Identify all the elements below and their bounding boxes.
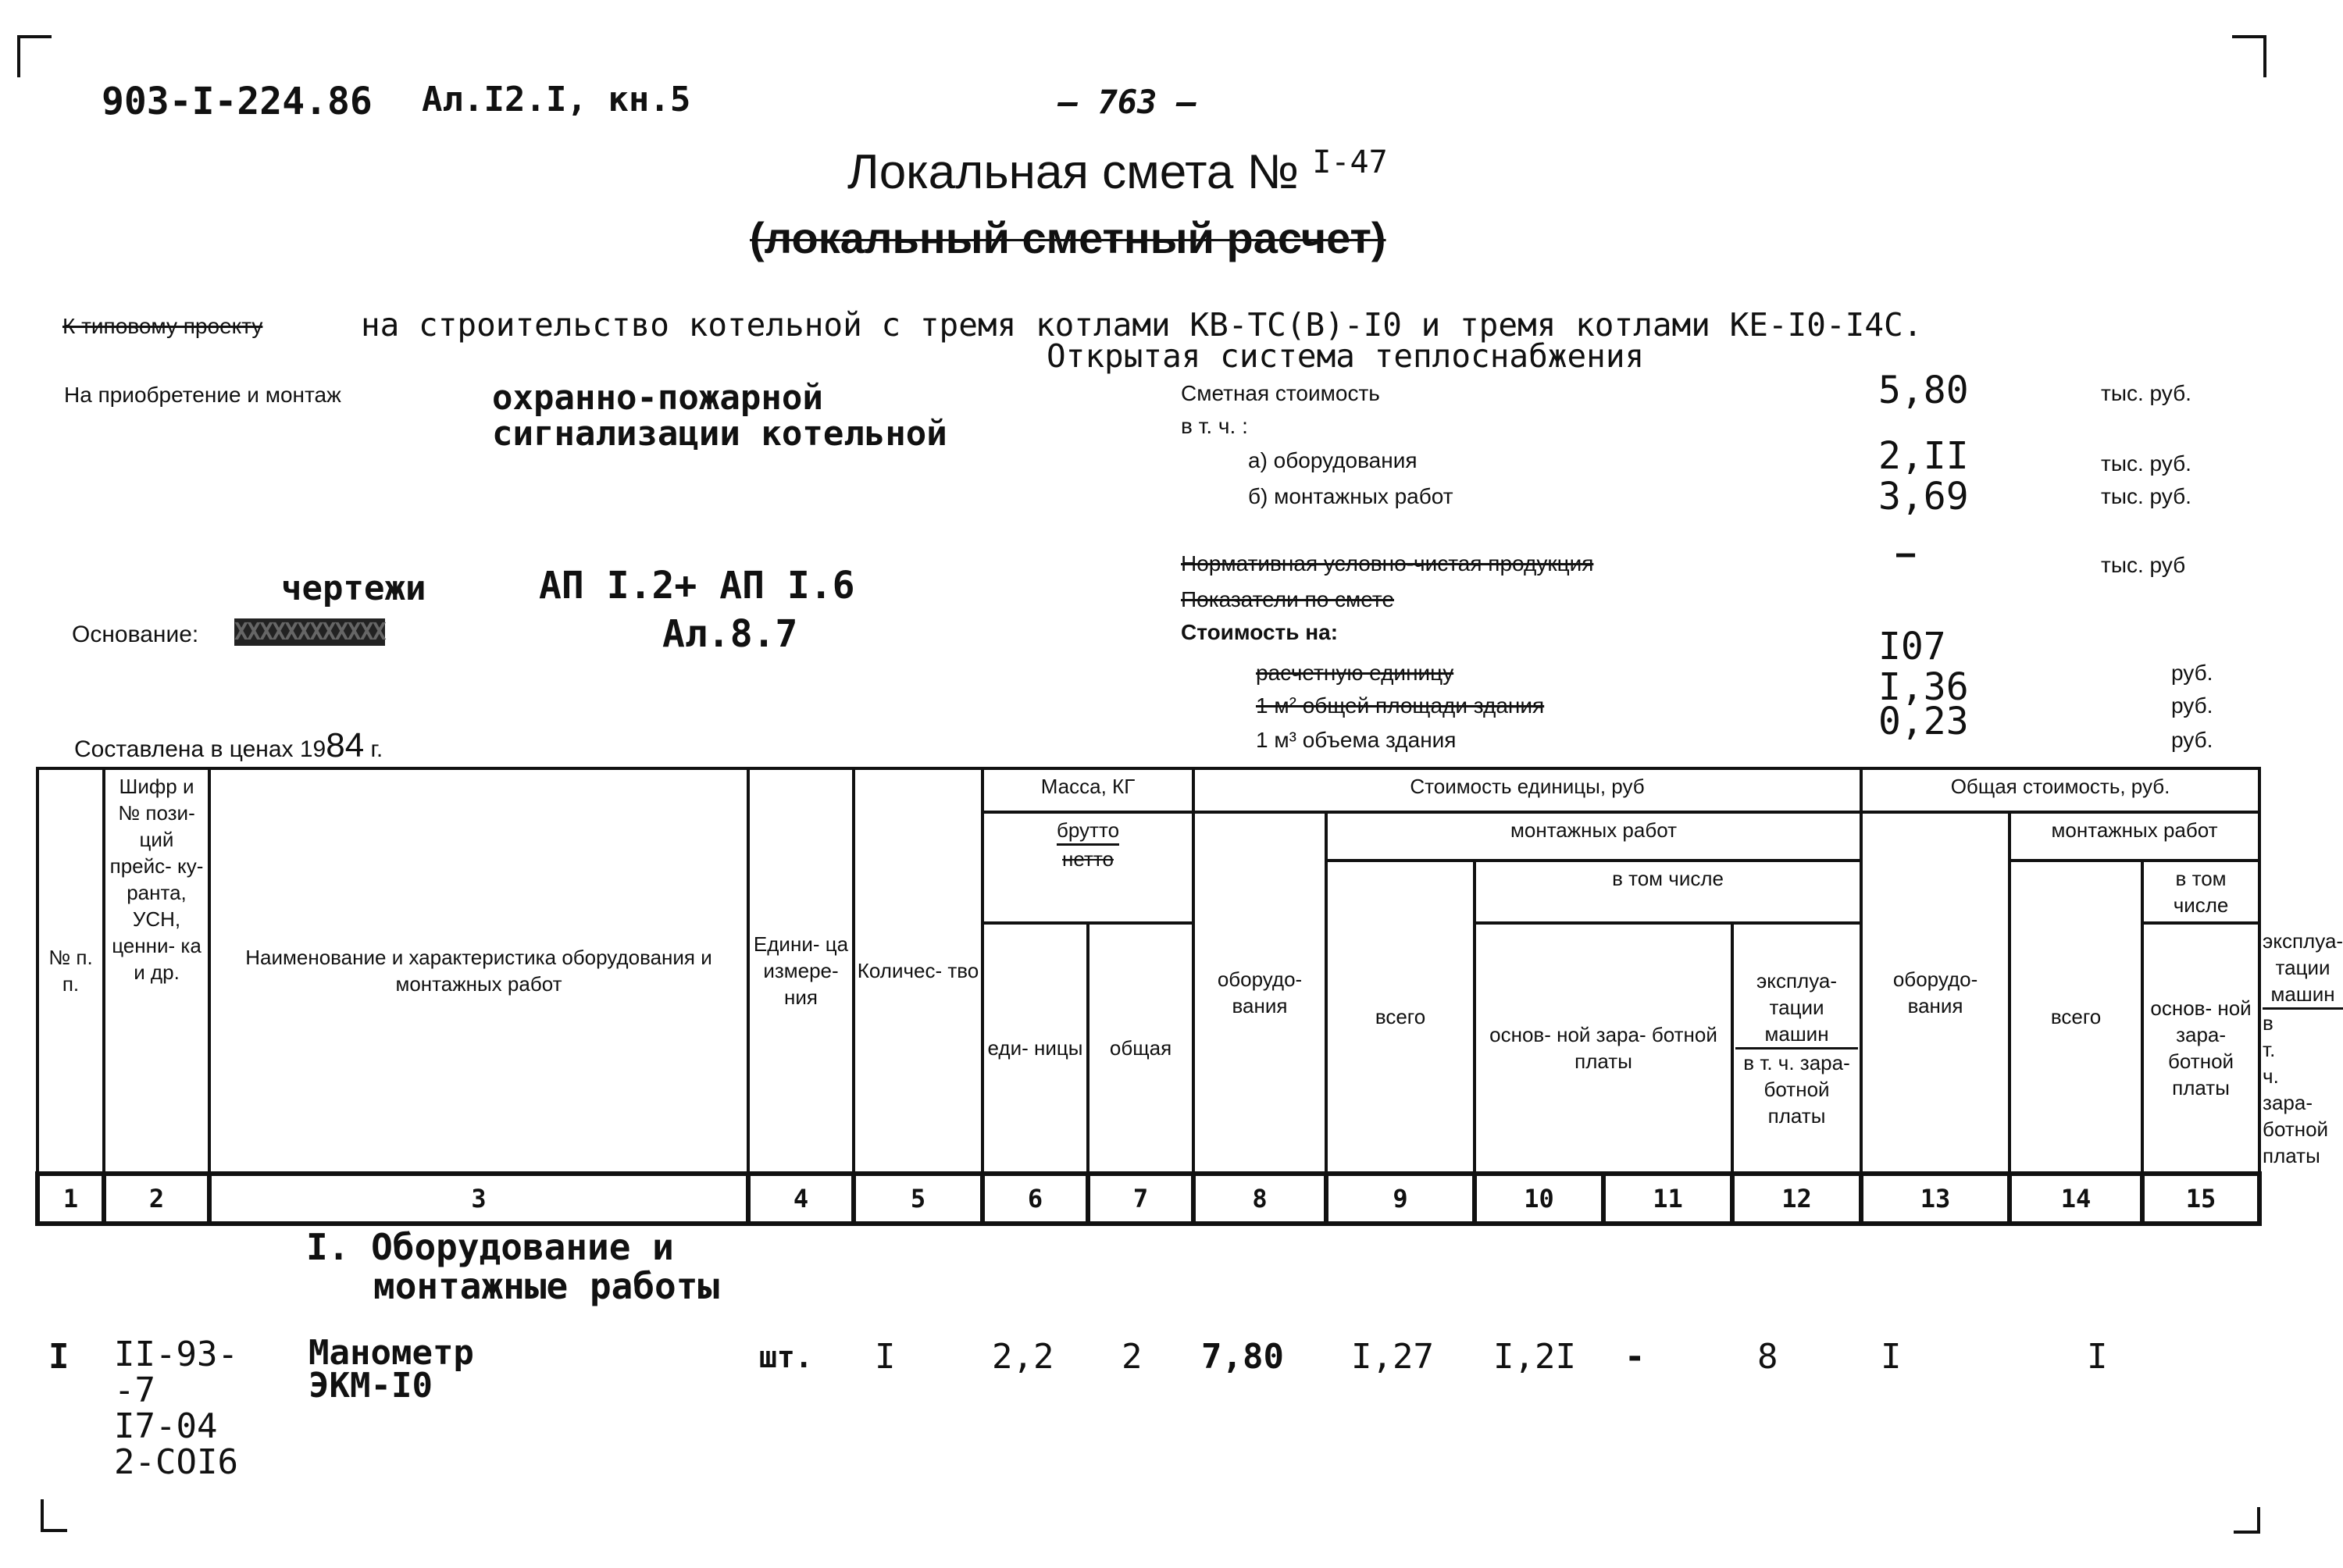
prices-suffix: г. <box>370 736 383 762</box>
col-num: 15 <box>2142 1174 2259 1224</box>
indicators-label: Показатели по смете <box>1181 587 1395 611</box>
header-net: нетто <box>1062 847 1114 871</box>
header-per-unit <box>982 923 1088 1174</box>
header-machine-wage: в т. ч. зара- ботной платы <box>1743 1050 1850 1128</box>
header-no-text: № п. п. <box>48 946 93 996</box>
basis-label: Основание: <box>72 622 199 647</box>
purpose-label: На приобретение и монтаж <box>64 383 341 407</box>
col-num: 2 <box>104 1174 209 1224</box>
section-heading-1: I. Оборудование и <box>306 1226 674 1268</box>
header-all <box>1326 861 1475 1174</box>
header-incl <box>1475 861 1861 923</box>
header-equipment-text: оборудо- вания <box>1217 968 1303 1017</box>
header-install-works-total-text: монтажных работ <box>2051 818 2218 842</box>
equipment-value: 2,II <box>1878 434 1969 478</box>
incl-label: в т. ч. : <box>1181 414 1248 438</box>
header-all-text: всего <box>1375 1005 1426 1028</box>
col-num: 9 <box>1326 1174 1475 1224</box>
area-label: 1 м² общей площади здания <box>1256 693 1545 718</box>
install-value: 3,69 <box>1878 475 1969 519</box>
unit-thousand-short: тыс. руб <box>2101 553 2186 577</box>
basis-struck-text: XXXXXXXXXXXX <box>234 618 385 646</box>
header-total-mass-text: общая <box>1109 1036 1172 1060</box>
prices-label: Составлена в ценах <box>74 736 294 762</box>
header-base-wage-text: основ- ной зара- ботной платы <box>1489 1023 1717 1073</box>
unit-rub-1: руб. <box>2171 661 2213 685</box>
col-num: 11 <box>1603 1174 1732 1224</box>
drawings-reference: АП I.2+ АП I.6 <box>539 564 855 608</box>
col-num: 4 <box>748 1174 854 1224</box>
volume-label: 1 м³ объема здания <box>1256 728 1457 752</box>
calc-unit-value: I07 <box>1878 625 1946 668</box>
header-qty-text: Количес- тво <box>857 959 979 982</box>
header-qty <box>854 768 982 1174</box>
corner-mark-bottom-left <box>41 1499 67 1532</box>
header-unit-text: Едини- ца измере- ния <box>753 932 849 1009</box>
header-unit-cost-text: Стоимость единицы, руб <box>1410 775 1645 798</box>
header-code <box>104 768 209 1174</box>
header-unit-cost <box>1193 768 1861 812</box>
header-machine-total-text: эксплуа- тации машин <box>2263 928 2343 1010</box>
header-mass-text: Масса, КГ <box>1040 775 1136 798</box>
header-all-total-text: всего <box>2050 1005 2102 1028</box>
header-total-mass <box>1088 923 1193 1174</box>
col-num: 6 <box>982 1174 1088 1224</box>
equipment-label: а) оборудования <box>1248 448 1418 472</box>
header-mass <box>982 768 1193 812</box>
normative-value: — <box>1896 536 1916 572</box>
row-unit: шт. <box>759 1340 813 1374</box>
calc-unit-label: расчетную единицу <box>1256 661 1454 685</box>
row-install-total: I,27 <box>1351 1337 1434 1377</box>
header-incl-total <box>2142 861 2259 923</box>
col-num: 12 <box>1732 1174 1861 1224</box>
area-value: I,36 <box>1878 665 1969 709</box>
estimate-label: Сметная стоимость <box>1181 381 1380 405</box>
col-num: 13 <box>1861 1174 2010 1224</box>
header-base-wage <box>1475 923 1732 1174</box>
unit-thousand-1: тыс. руб. <box>2101 381 2191 405</box>
col-num: 1 <box>37 1174 104 1224</box>
col-num: 7 <box>1088 1174 1193 1224</box>
row-no: I <box>48 1337 70 1377</box>
header-name <box>209 768 748 1174</box>
row-base-wage: I,2I <box>1493 1337 1576 1377</box>
header-gross-net <box>982 812 1193 923</box>
header-equipment-total-text: оборудо- вания <box>1892 968 1978 1017</box>
row-install-total-all: I <box>1881 1337 1902 1377</box>
project-line-2: Открытая система теплоснабжения <box>1047 337 1645 375</box>
unit-rub-2: руб. <box>2171 693 2213 718</box>
prices-line <box>74 726 383 765</box>
header-base-wage-total-text: основ- ной зара- ботной платы <box>2150 996 2252 1099</box>
header-machine <box>1732 923 1861 1174</box>
prices-year: 84 <box>326 726 365 764</box>
header-total-cost-text: Общая стоимость, руб. <box>1950 775 2170 798</box>
header-total-cost <box>1861 768 2259 812</box>
unit-rub-3: руб. <box>2171 728 2213 752</box>
row-base-wage-total: I <box>2087 1337 2108 1377</box>
row-mass-total: 2 <box>1122 1337 1143 1377</box>
header-all-total <box>2010 861 2142 1174</box>
estimate-table <box>35 767 2343 1226</box>
row-mass-unit: 2,2 <box>992 1337 1054 1377</box>
row-eq-total: 8 <box>1757 1337 1778 1377</box>
header-name-text: Наименование и характеристика оборудования и монтажных работ <box>245 946 712 996</box>
header-machine-text: эксплуа- тации машин <box>1735 968 1858 1049</box>
header-no <box>37 768 104 1174</box>
header-equipment <box>1193 812 1326 1174</box>
title-text: Локальная смета № <box>847 145 1300 199</box>
col-num: 3 <box>209 1174 748 1224</box>
prices-year-prefix: 19 <box>299 736 326 762</box>
page-title <box>847 144 1388 200</box>
subtitle: (локальный сметный расчет) <box>750 213 1386 262</box>
basis-album: Ал.8.7 <box>662 612 798 656</box>
project-label: К типовому проекту <box>62 314 263 338</box>
col-num: 10 <box>1475 1174 1603 1224</box>
header-base-wage-total <box>2142 923 2259 1174</box>
col-num: 14 <box>2010 1174 2142 1224</box>
header-unit <box>748 768 854 1174</box>
col-num: 8 <box>1193 1174 1326 1224</box>
cost-per-label: Стоимость на: <box>1181 620 1339 644</box>
row-eq-unit-cost: 7,80 <box>1201 1337 1284 1377</box>
corner-mark-top-right <box>2232 35 2266 77</box>
corner-mark-top-left <box>17 35 52 77</box>
header-gross: брутто <box>1057 817 1119 846</box>
purpose-line-1: охранно-пожарной <box>492 378 823 418</box>
header-install-works <box>1326 812 1861 861</box>
col-num: 5 <box>854 1174 982 1224</box>
page-number: — 763 — <box>1058 83 1197 121</box>
estimate-value: 5,80 <box>1878 369 1969 412</box>
title-number: I-47 <box>1312 144 1388 180</box>
header-install-works-total <box>2010 812 2259 861</box>
volume-value: 0,23 <box>1878 700 1969 743</box>
column-numbers-row <box>37 1174 2259 1224</box>
row-code: II-93- -7 I7-04 2-COI6 <box>114 1335 238 1482</box>
drawings-word: чертежи <box>281 568 426 608</box>
album-reference: Ал.I2.I, кн.5 <box>422 80 691 119</box>
header-code-text: Шифр и № пози- ций прейс- ку- ранта, УСН, ценни- ка и др. <box>109 775 204 984</box>
header-per-unit-text: еди- ницы <box>987 1036 1083 1060</box>
row-name: Манометр ЭКМ-I0 <box>308 1333 474 1406</box>
section-heading-2: монтажные работы <box>373 1265 720 1307</box>
unit-thousand-3: тыс. руб. <box>2101 484 2191 508</box>
purpose-line-2: сигнализации котельной <box>492 414 947 454</box>
header-incl-text: в том числе <box>1612 867 1724 890</box>
corner-mark-bottom-right <box>2234 1507 2260 1534</box>
header-equipment-total <box>1861 812 2010 1174</box>
project-text: на строительство котельной с тремя котлами КВ-ТС(В)-I0 и тремя котлами КЕ-I0-I4С. <box>361 306 1923 344</box>
header-machine-wage-total: в т. ч. зара- ботной платы <box>2263 1011 2329 1167</box>
document-code: 903-I-224.86 <box>102 80 373 123</box>
install-label: б) монтажных работ <box>1248 484 1453 508</box>
row-qty: I <box>875 1337 896 1377</box>
header-incl-total-text: в том числе <box>2173 867 2229 917</box>
header-install-works-text: монтажных работ <box>1510 818 1678 842</box>
normative-label: Нормативная условно-чистая продукция <box>1181 551 1594 576</box>
row-machine: - <box>1624 1337 1646 1377</box>
unit-thousand-2: тыс. руб. <box>2101 451 2191 476</box>
